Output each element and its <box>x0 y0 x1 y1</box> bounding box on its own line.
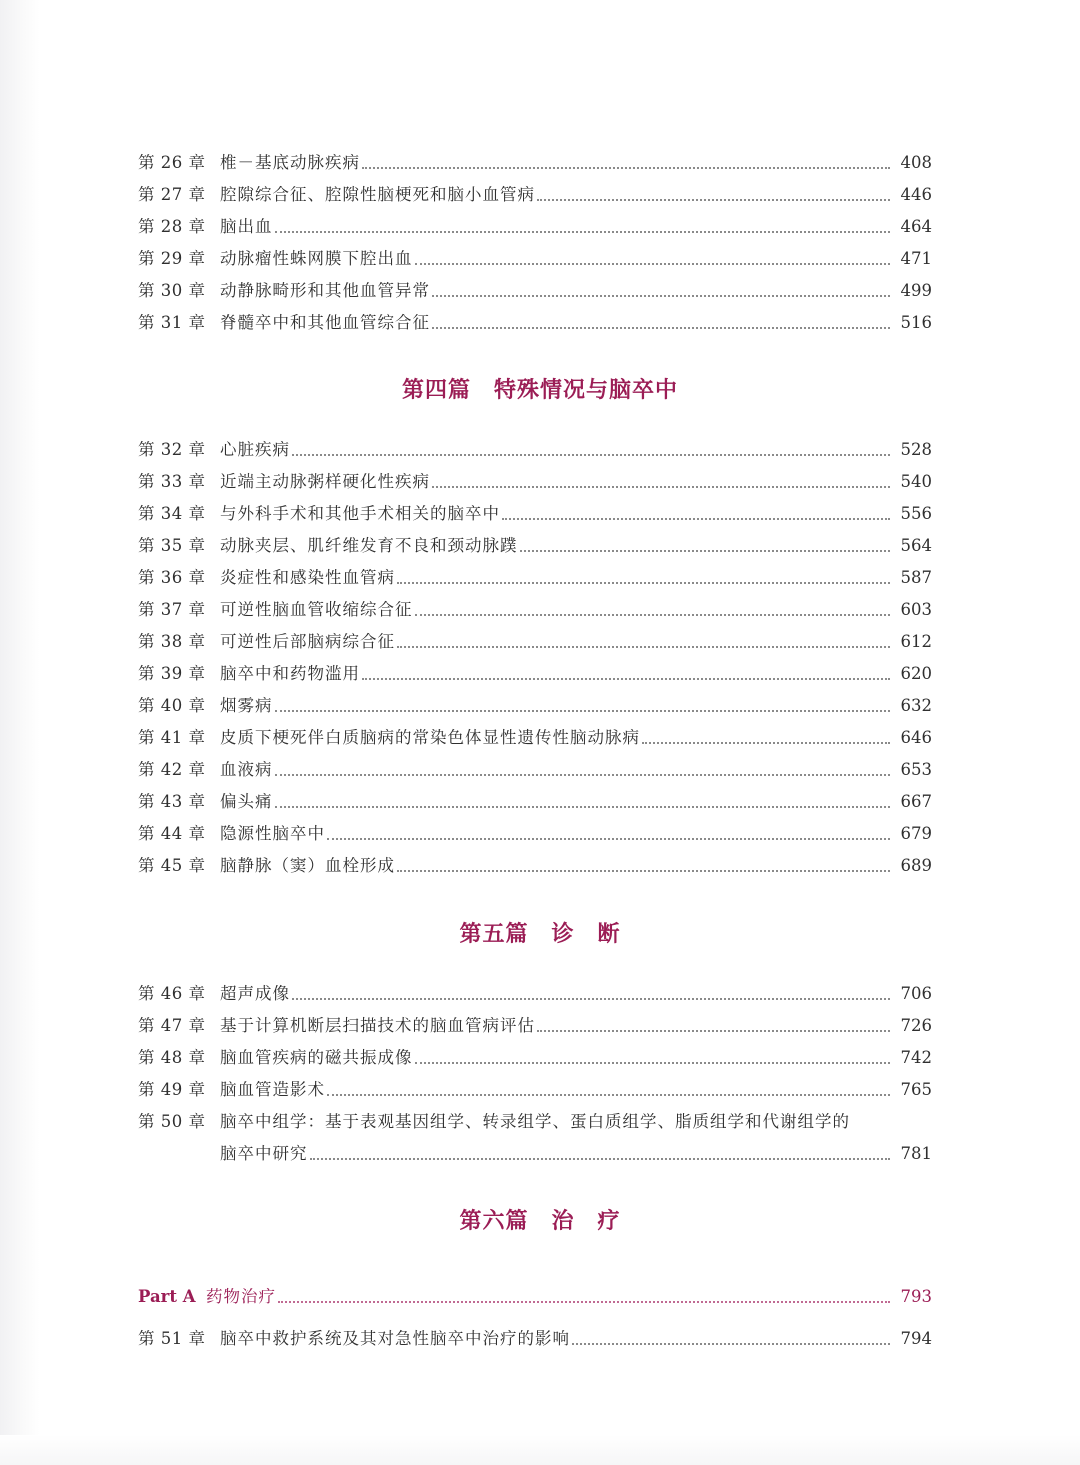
toc-entry[interactable] <box>138 1042 932 1074</box>
chapter-number: 第 39 章 <box>138 664 206 683</box>
chapter-number: 第 30 章 <box>138 281 206 300</box>
chapter-title: 脑卒中组学：基于表观基因组学、转录组学、蛋白质组学、脂质组学和代谢组学的 <box>220 1112 850 1131</box>
chapter-number: 第 40 章 <box>138 696 206 715</box>
chapter-title-continued: 脑卒中研究 <box>220 1144 308 1163</box>
part-6-heading <box>0 1203 1080 1239</box>
toc-entry[interactable] <box>138 147 932 179</box>
dot-leader <box>415 1061 891 1064</box>
dot-leader <box>362 166 890 169</box>
chapter-number: 第 32 章 <box>138 440 206 459</box>
toc-part-a-entry[interactable] <box>138 1281 932 1313</box>
chapter-number: 第 31 章 <box>138 313 206 332</box>
chapter-title: 脑卒中救护系统及其对急性脑卒中治疗的影响 <box>220 1329 570 1348</box>
chapter-title: 脑血管造影术 <box>220 1080 325 1099</box>
dot-leader <box>502 517 890 520</box>
toc-entry[interactable] <box>138 1074 932 1106</box>
chapter-title: 心脏疾病 <box>220 440 290 459</box>
chapter-title: 脑血管疾病的磁共振成像 <box>220 1048 413 1067</box>
page-number: 646 <box>900 728 932 747</box>
part-4-heading-text: 第四篇 特殊情况与脑卒中 <box>401 377 678 403</box>
page-number: 667 <box>900 792 932 811</box>
chapter-title: 超声成像 <box>220 984 290 1003</box>
chapter-number: 第 35 章 <box>138 536 206 555</box>
dot-leader <box>275 805 891 808</box>
chapter-number: 第 33 章 <box>138 472 206 491</box>
toc-entry[interactable] <box>138 626 932 658</box>
dot-leader <box>520 549 891 552</box>
chapter-title: 血液病 <box>220 760 273 779</box>
page-edge-shadow <box>0 0 40 1465</box>
chapter-number: 第 41 章 <box>138 728 206 747</box>
dot-leader <box>537 198 890 201</box>
chapter-title: 脑静脉（窦）血栓形成 <box>220 856 395 875</box>
chapter-number: 第 45 章 <box>138 856 206 875</box>
toc-entry-continuation[interactable] <box>138 1138 932 1170</box>
dot-leader <box>292 997 890 1000</box>
chapter-title: 腔隙综合征、腔隙性脑梗死和脑小血管病 <box>220 185 535 204</box>
page-number: 706 <box>900 984 932 1003</box>
chapter-number: 第 49 章 <box>138 1080 206 1099</box>
page-number: 499 <box>900 281 932 300</box>
page-number: 464 <box>900 217 932 236</box>
toc-entry[interactable] <box>138 434 932 466</box>
toc-entry[interactable] <box>138 690 932 722</box>
part-5-heading-text: 第五篇 诊 断 <box>459 921 621 947</box>
toc-entry[interactable] <box>138 818 932 850</box>
chapter-number: 第 51 章 <box>138 1329 206 1348</box>
part-5-heading <box>0 916 1080 952</box>
toc-entry[interactable] <box>138 722 932 754</box>
part-6-heading-text: 第六篇 治 疗 <box>459 1208 621 1234</box>
dot-leader <box>397 645 890 648</box>
page-number: 587 <box>900 568 932 587</box>
page-number: 516 <box>900 313 932 332</box>
chapter-title: 近端主动脉粥样硬化性疾病 <box>220 472 430 491</box>
chapter-title: 基于计算机断层扫描技术的脑血管病评估 <box>220 1016 535 1035</box>
page-number: 742 <box>900 1048 932 1067</box>
page-number: 603 <box>900 600 932 619</box>
dot-leader <box>642 741 890 744</box>
page-number: 765 <box>900 1080 932 1099</box>
toc-entry[interactable] <box>138 594 932 626</box>
toc-entry[interactable] <box>138 786 932 818</box>
dot-leader <box>397 581 890 584</box>
chapter-title: 炎症性和感染性血管病 <box>220 568 395 587</box>
dot-leader <box>275 230 891 233</box>
dot-leader <box>432 326 890 329</box>
chapter-number: 第 36 章 <box>138 568 206 587</box>
toc-entry[interactable] <box>138 179 932 211</box>
part-a-label: Part A <box>138 1287 196 1306</box>
page-number: 689 <box>900 856 932 875</box>
dot-leader <box>415 262 891 265</box>
toc-entry[interactable] <box>138 275 932 307</box>
page-number: 793 <box>900 1287 932 1306</box>
chapter-title: 椎－基底动脉疾病 <box>220 153 360 172</box>
toc-entry[interactable] <box>138 466 932 498</box>
dot-leader <box>327 837 890 840</box>
dot-leader <box>275 709 891 712</box>
page-number: 653 <box>900 760 932 779</box>
part-a-title: 药物治疗 <box>206 1287 276 1306</box>
chapter-title: 偏头痛 <box>220 792 273 811</box>
page-number: 794 <box>900 1329 932 1348</box>
page-number: 540 <box>900 472 932 491</box>
chapter-number: 第 27 章 <box>138 185 206 204</box>
chapter-number: 第 28 章 <box>138 217 206 236</box>
chapter-title: 脑卒中和药物滥用 <box>220 664 360 683</box>
chapter-number: 第 37 章 <box>138 600 206 619</box>
dot-leader <box>292 453 890 456</box>
chapter-number: 第 34 章 <box>138 504 206 523</box>
dot-leader <box>537 1029 890 1032</box>
page-number: 446 <box>900 185 932 204</box>
chapter-number: 第 26 章 <box>138 153 206 172</box>
dot-leader <box>362 677 890 680</box>
chapter-title: 可逆性后部脑病综合征 <box>220 632 395 651</box>
dot-leader <box>415 613 891 616</box>
toc-entry[interactable] <box>138 243 932 275</box>
dot-leader <box>275 773 891 776</box>
dot-leader <box>278 1300 890 1303</box>
page-number: 564 <box>900 536 932 555</box>
dot-leader <box>432 485 890 488</box>
page-number: 556 <box>900 504 932 523</box>
chapter-number: 第 29 章 <box>138 249 206 268</box>
dot-leader <box>572 1342 890 1345</box>
chapter-number: 第 44 章 <box>138 824 206 843</box>
chapter-title: 脑出血 <box>220 217 273 236</box>
toc-entry[interactable] <box>138 1010 932 1042</box>
toc-entry[interactable] <box>138 498 932 530</box>
chapter-number: 第 43 章 <box>138 792 206 811</box>
chapter-title: 动脉夹层、肌纤维发育不良和颈动脉蹼 <box>220 536 518 555</box>
chapter-number: 第 50 章 <box>138 1112 206 1131</box>
chapter-title: 皮质下梗死伴白质脑病的常染色体显性遗传性脑动脉病 <box>220 728 640 747</box>
chapter-title: 与外科手术和其他手术相关的脑卒中 <box>220 504 500 523</box>
page-number: 408 <box>900 153 932 172</box>
dot-leader <box>397 869 890 872</box>
chapter-title: 动脉瘤性蛛网膜下腔出血 <box>220 249 413 268</box>
page-number: 471 <box>900 249 932 268</box>
dot-leader <box>310 1157 891 1160</box>
toc-entry[interactable] <box>138 658 932 690</box>
chapter-title: 动静脉畸形和其他血管异常 <box>220 281 430 300</box>
page-bottom-shadow <box>0 1435 1080 1465</box>
page-number: 632 <box>900 696 932 715</box>
dot-leader <box>327 1093 890 1096</box>
page-number: 781 <box>900 1144 932 1163</box>
chapter-number: 第 38 章 <box>138 632 206 651</box>
chapter-number: 第 47 章 <box>138 1016 206 1035</box>
chapter-title: 隐源性脑卒中 <box>220 824 325 843</box>
part-4-heading <box>0 372 1080 408</box>
chapter-title: 烟雾病 <box>220 696 273 715</box>
toc-entry[interactable] <box>138 754 932 786</box>
chapter-number: 第 42 章 <box>138 760 206 779</box>
toc-entry[interactable] <box>138 1106 932 1138</box>
page-number: 528 <box>900 440 932 459</box>
page-number: 726 <box>900 1016 932 1035</box>
chapter-title: 可逆性脑血管收缩综合征 <box>220 600 413 619</box>
page-number: 620 <box>900 664 932 683</box>
chapter-number: 第 46 章 <box>138 984 206 1003</box>
page-number: 612 <box>900 632 932 651</box>
page-number: 679 <box>900 824 932 843</box>
toc-entry[interactable] <box>138 307 932 339</box>
chapter-title: 脊髓卒中和其他血管综合征 <box>220 313 430 332</box>
toc-entry[interactable] <box>138 530 932 562</box>
toc-entry[interactable] <box>138 1323 932 1355</box>
toc-entry[interactable] <box>138 211 932 243</box>
toc-entry[interactable] <box>138 562 932 594</box>
chapter-number: 第 48 章 <box>138 1048 206 1067</box>
toc-entry[interactable] <box>138 850 932 882</box>
toc-entry[interactable] <box>138 978 932 1010</box>
dot-leader <box>432 294 890 297</box>
